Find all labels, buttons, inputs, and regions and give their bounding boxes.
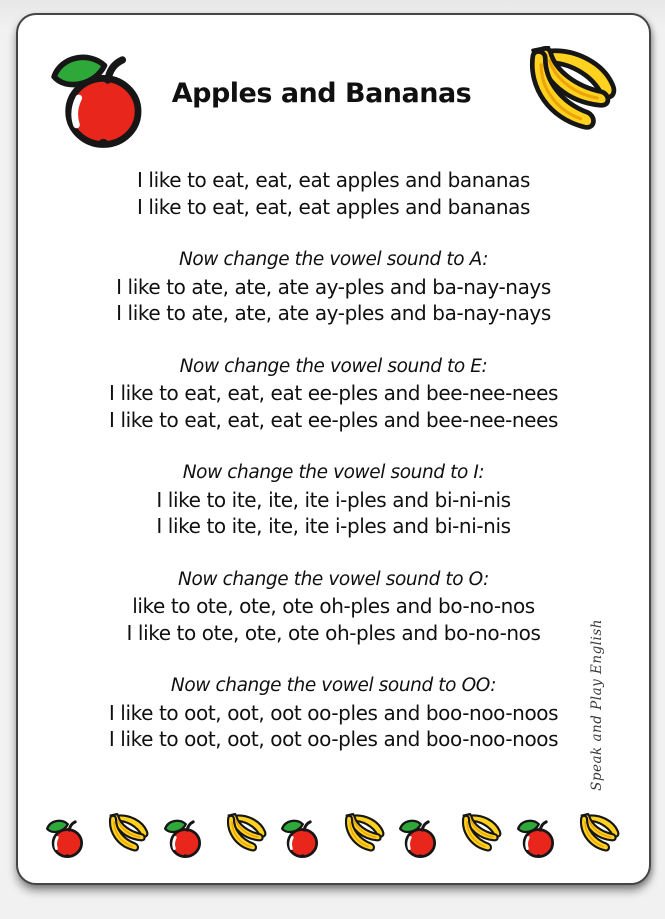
verse-header: Now change the vowel sound to E: xyxy=(179,355,488,377)
banana-icon xyxy=(96,813,153,861)
apple-icon xyxy=(396,814,442,861)
lyric-line: I like to oot, oot, oot oo-ples and boo-noo-noos xyxy=(108,700,559,725)
apple-icon-graphic xyxy=(514,814,560,861)
card-header xyxy=(18,15,649,155)
banana-icon xyxy=(449,813,506,861)
verse-1 xyxy=(18,167,649,220)
lyric-line: I like to ite, ite, ite i-ples and bi-ni-nis xyxy=(156,514,511,538)
banana-icon xyxy=(214,813,271,861)
lyric-line: I like to eat, eat, eat ee-ples and bee-nee-nees xyxy=(108,407,558,432)
apple-icon xyxy=(278,814,324,861)
verse-4 xyxy=(18,460,649,540)
verse-header: Now change the vowel sound to I: xyxy=(182,462,485,483)
lyric-line: I like to ate, ate, ate ay-ples and ba-nay-nays xyxy=(116,274,551,299)
banana-icon xyxy=(567,813,624,861)
lyrics-block xyxy=(18,167,649,753)
bananas-icon-graphic xyxy=(449,813,506,861)
banana-icon xyxy=(332,813,389,861)
watermark-text: Speak and Play English xyxy=(589,619,605,791)
apple-icon xyxy=(161,814,207,861)
lyric-line: I like to ite, ite, ite i-ples and bi-ni-nis xyxy=(156,487,511,512)
bananas-icon-graphic xyxy=(567,813,624,861)
lyric-line: like to ote, ote, ote oh-ples and bo-no-nos xyxy=(132,594,535,618)
apple-icon xyxy=(43,814,89,861)
lyric-line: I like to eat, eat, eat apples and bananas xyxy=(136,168,531,192)
apple-icon-graphic xyxy=(278,814,324,861)
bananas-icon xyxy=(493,46,635,150)
apple-icon-graphic xyxy=(396,814,442,861)
apple-icon xyxy=(514,814,560,861)
verse-6 xyxy=(18,673,649,753)
song-title: Apples and Bananas xyxy=(171,77,472,109)
verse-header: Now change the vowel sound to O: xyxy=(178,568,489,590)
lyric-line: I like to oot, oot, oot oo-ples and boo-noo-noos xyxy=(108,727,559,751)
apple-icon-graphic xyxy=(44,41,156,155)
lyric-line: I like to eat, eat, eat ee-ples and bee-nee-nees xyxy=(108,381,558,405)
verse-header: Now change the vowel sound to OO: xyxy=(170,675,497,696)
apple-icon-graphic xyxy=(43,814,89,861)
verse-header: Now change the vowel sound to A: xyxy=(178,249,489,270)
verse-3 xyxy=(18,354,649,434)
apple-icon xyxy=(44,41,156,155)
bananas-icon-graphic xyxy=(214,813,271,861)
verse-2 xyxy=(18,247,649,327)
lyric-line: I like to ote, ote, ote oh-ples and bo-no-nos xyxy=(126,620,541,645)
verse-5 xyxy=(18,567,649,647)
apple-icon-graphic xyxy=(161,814,207,861)
lyric-line: I like to eat, eat, eat apples and bananas xyxy=(136,194,531,219)
bananas-icon-graphic xyxy=(332,813,389,861)
bananas-icon-graphic xyxy=(96,813,153,861)
lyric-line: I like to ate, ate, ate ay-ples and ba-nay-nays xyxy=(116,301,551,325)
bananas-icon-graphic xyxy=(493,46,635,150)
song-card xyxy=(16,13,651,885)
fruit-border-row xyxy=(43,813,624,861)
